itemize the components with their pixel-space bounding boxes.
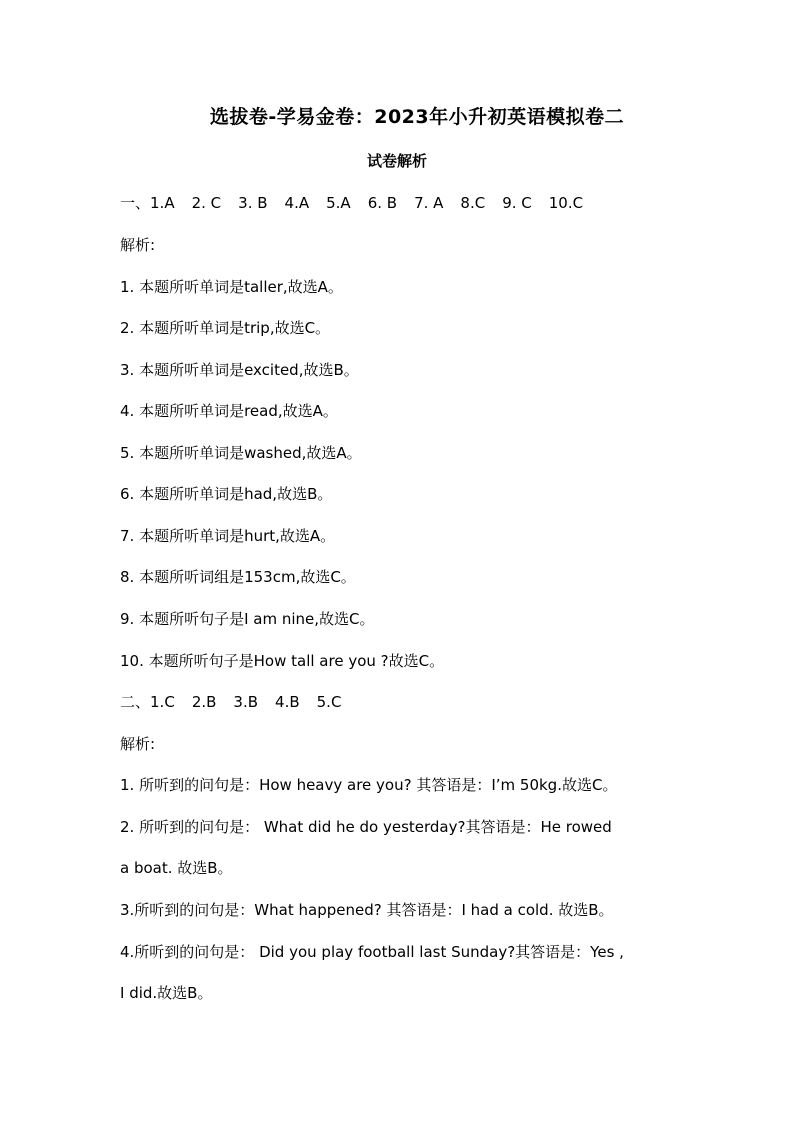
part1-answer: 7. A <box>414 194 444 212</box>
part1-answer: 9. C <box>502 194 532 212</box>
part1-explanation: 1. 本题所听单词是taller,故选A。 <box>120 278 343 296</box>
part2-explanation: 1. 所听到的问句是：How heavy are you? 其答语是：I’m 50kg.故选C。 <box>120 776 618 794</box>
page-title <box>0 102 794 129</box>
part1-prefix: 一、 <box>120 194 151 212</box>
part1-answer: 5.A <box>326 194 351 212</box>
part1-explanation: 6. 本题所听单词是had,故选B。 <box>120 485 333 503</box>
part2-prefix: 二、 <box>120 693 151 711</box>
part1-answer-line <box>120 193 600 213</box>
part1-explanation: 9. 本题所听句子是I am nine,故选C。 <box>120 610 375 628</box>
part1-answer: 4.A <box>284 194 310 212</box>
part2-explanation: 2. 所听到的问句是： What did he do yesterday?其答语是：He rowed <box>120 818 612 836</box>
part2-answer-line <box>120 692 358 712</box>
part2-explanation: a boat. 故选B。 <box>120 859 233 877</box>
part1-explanation: 3. 本题所听单词是excited,故选B。 <box>120 361 359 379</box>
part2-answer: 3.B <box>233 693 259 711</box>
part2-analysis-label: 解析: <box>120 735 156 753</box>
page-title-text: 选拔卷-学易金卷：2023年小升初英语模拟卷二 <box>209 106 625 128</box>
part2-answer: 4.B <box>275 693 300 711</box>
part1-explanation: 5. 本题所听单词是washed,故选A。 <box>120 444 362 462</box>
part1-answer: 1.A <box>150 194 175 212</box>
part1-answer: 6. B <box>367 194 398 212</box>
part2-explanation: I did.故选B。 <box>120 984 213 1002</box>
part1-answer: 3. B <box>238 194 268 212</box>
part1-answer: 8.C <box>460 194 486 212</box>
page-subtitle: 试卷解析 <box>366 152 427 170</box>
part1-answer: 10.C <box>548 194 584 212</box>
part1-explanation: 10. 本题所听句子是How tall are you ?故选C。 <box>120 652 445 670</box>
part2-answer: 1.C <box>150 693 175 711</box>
part1-explanation: 7. 本题所听单词是hurt,故选A。 <box>120 527 336 545</box>
part2-explanation: 3.所听到的问句是：What happened? 其答语是：I had a cold. 故选B。 <box>120 901 614 919</box>
part1-explanation: 4. 本题所听单词是read,故选A。 <box>120 402 338 420</box>
part1-explanation: 2. 本题所听单词是trip,故选C。 <box>120 319 331 337</box>
part1-answer: 2. C <box>191 194 222 212</box>
part2-answer: 2.B <box>191 693 217 711</box>
part1-analysis-label: 解析: <box>120 236 156 254</box>
part1-explanation: 8. 本题所听词组是153cm,故选C。 <box>120 568 356 586</box>
part2-answer: 5.C <box>316 693 342 711</box>
part2-explanation: 4.所听到的问句是： Did you play football last Sunday?其答语是：Yes , <box>120 943 624 961</box>
